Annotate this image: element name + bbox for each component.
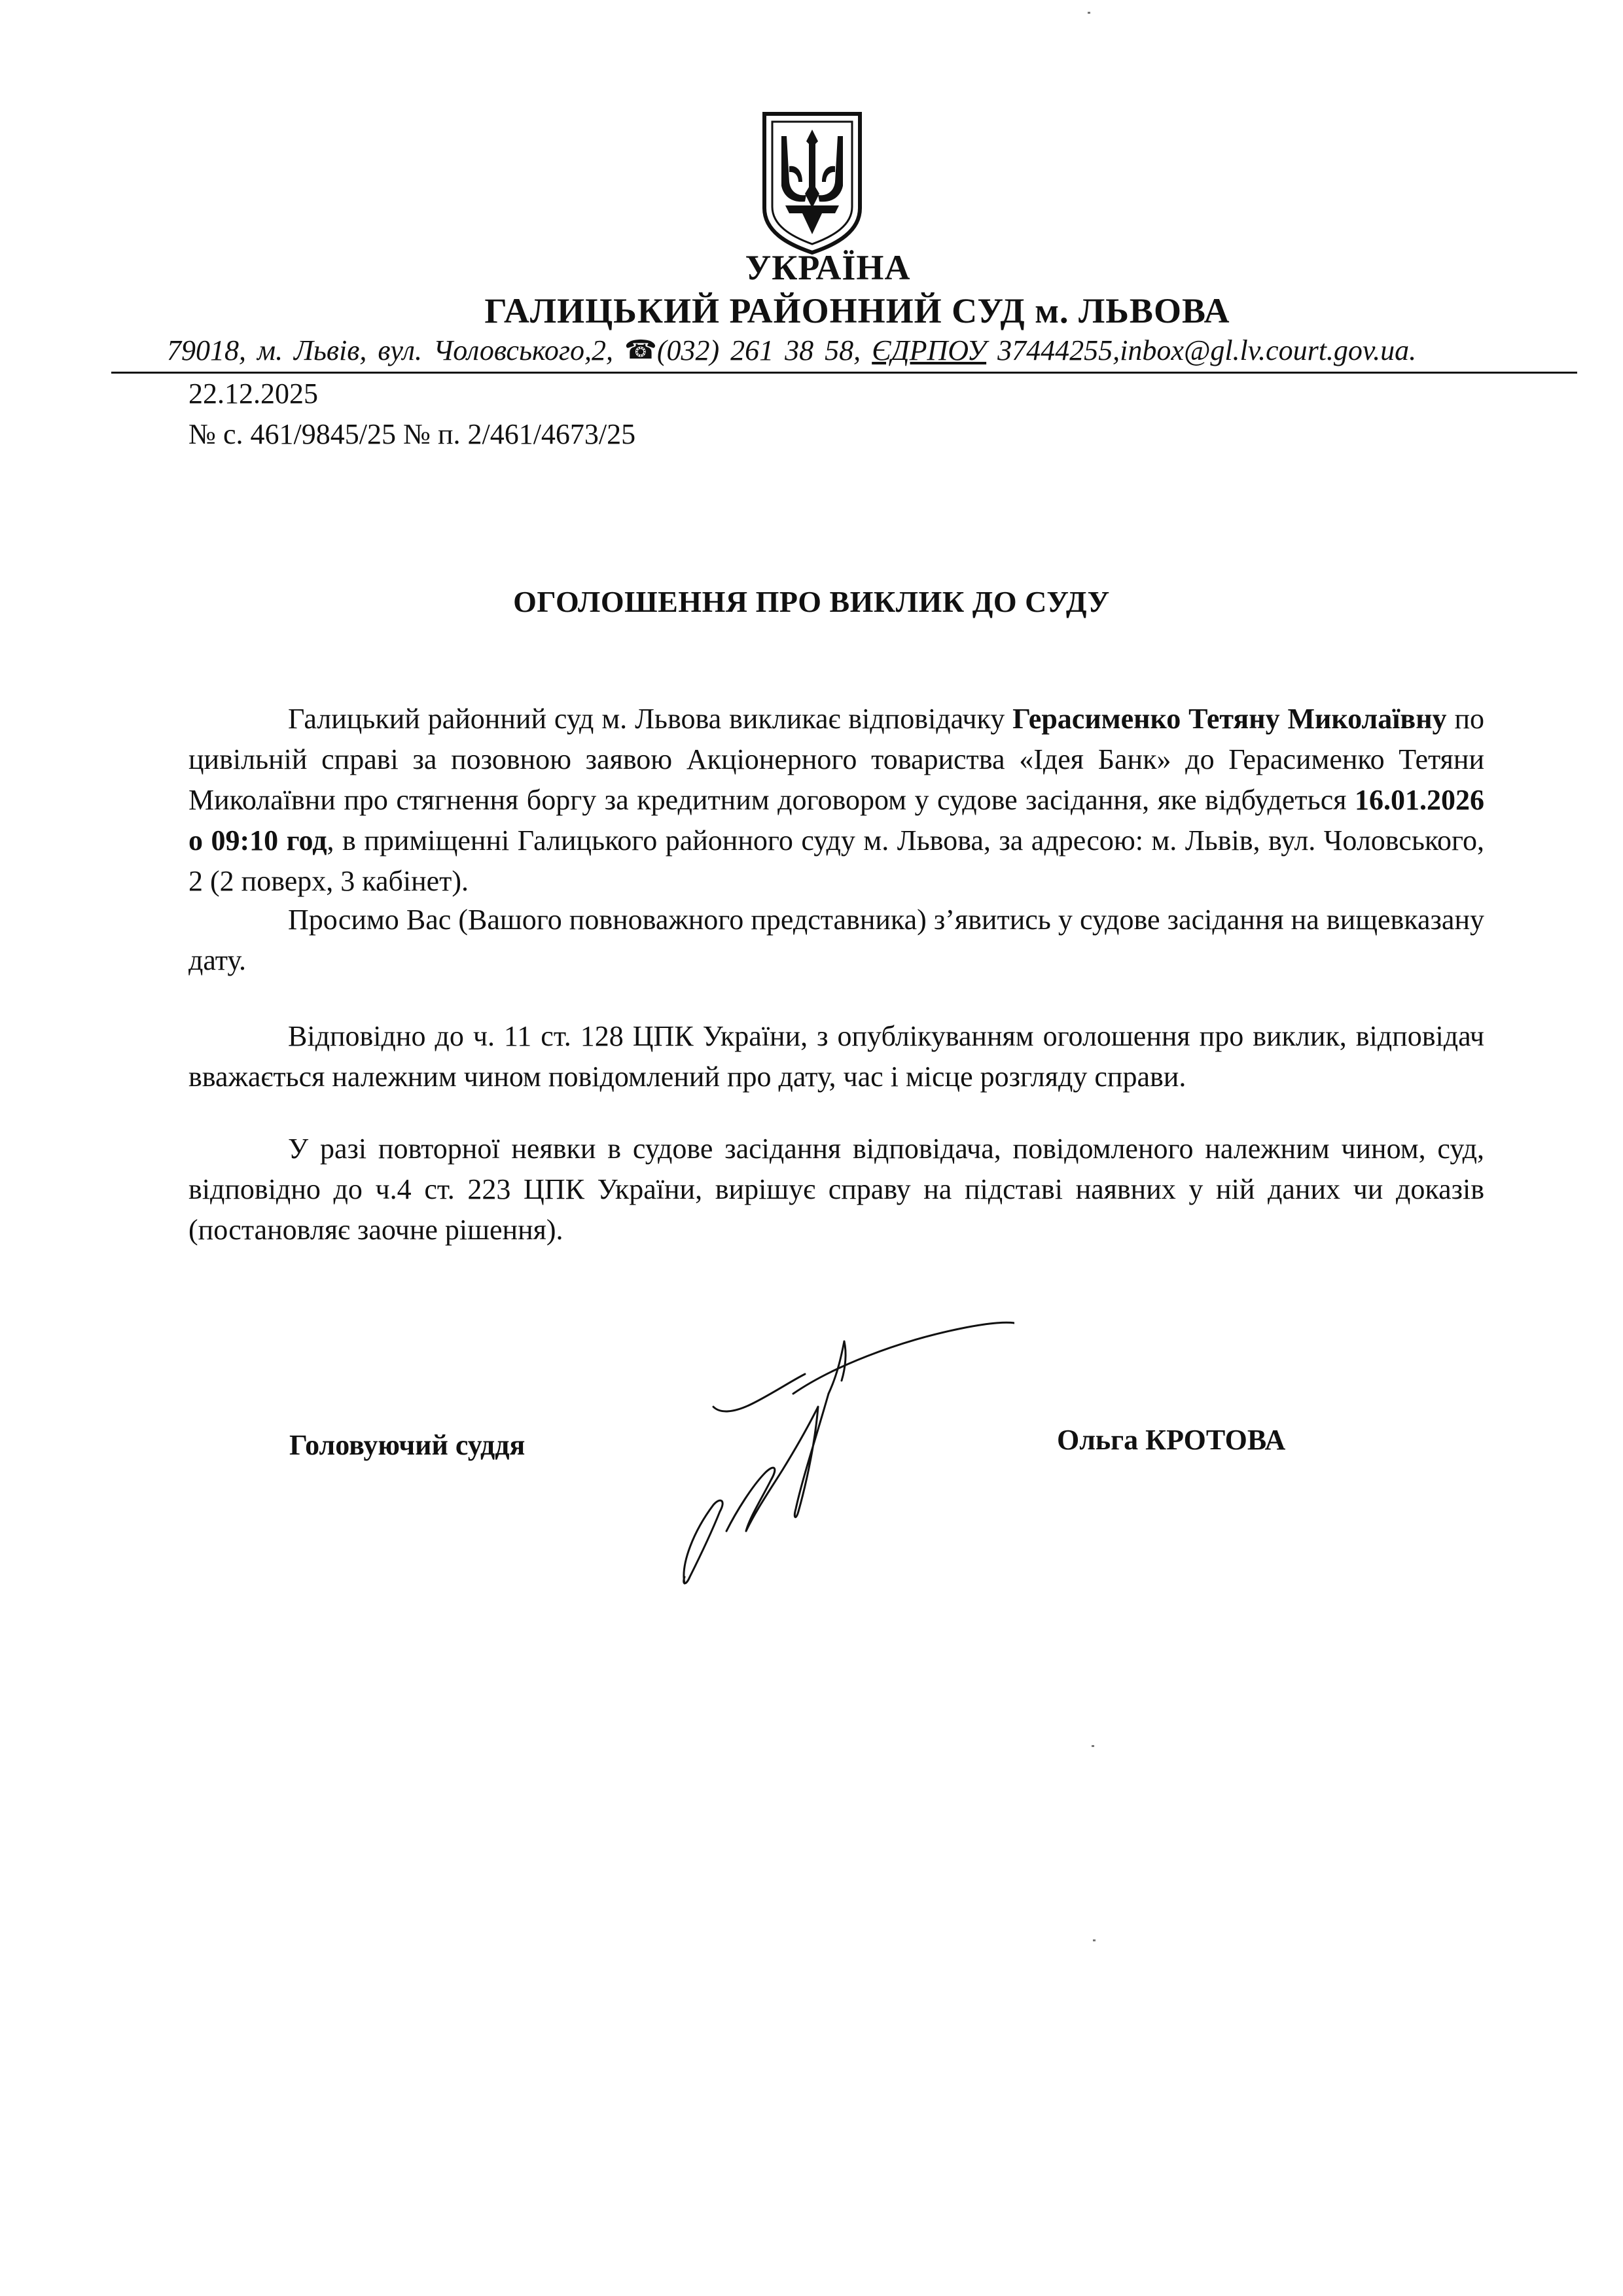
phone-icon: ☎ (624, 335, 657, 364)
edrpou-label: ЄДРПОУ (872, 334, 987, 366)
document-date: 22.12.2025 (188, 378, 318, 410)
paragraph-summons-text-c: , в приміщенні Галицького районного суду м. Львова, за адресою: м. Львів, вул. Чоловського, 2 (2 поверх, 3 кабінет). (188, 824, 1484, 897)
scan-speck (1088, 12, 1090, 14)
signatory-name: Ольга КРОТОВА (1057, 1424, 1286, 1456)
paragraph-summons-text-a: Галицький районний суд м. Львова викликає відповідачку (288, 703, 1013, 735)
court-phone: (032) 261 38 58, (656, 334, 872, 366)
document-heading: ОГОЛОШЕННЯ ПРО ВИКЛИК ДО СУДУ (513, 585, 1110, 618)
court-name: ГАЛИЦЬКИЙ РАЙОННИЙ СУД м. ЛЬВОВА (484, 291, 1230, 330)
hearing-datetime: 16.01.2026 о 09:10 год (188, 784, 1484, 857)
paragraph-notice-law (188, 1016, 1484, 1097)
paragraph-request-text: Просимо Вас (Вашого повноважного представника) з’явитись у судове засідання на вищевказану дату. (188, 904, 1484, 976)
paragraph-notice-law-text: Відповідно до ч. 11 ст. 128 ЦПК України, з опублікуванням оголошення про виклик, відповідач вважається належним чином повідомлений про дату, час і місце розгляду справи. (188, 1020, 1484, 1093)
handwritten-signature (622, 1315, 1014, 1603)
paragraph-summons-text-b: по цивільній справі за позовною заявою Акціонерного товариства «Ідея Банк» до Герасименко Тетяни Миколаївни про стягнення боргу за кредитним договором у судове засідання, яке відбудеться (188, 703, 1484, 816)
trident-emblem-icon (759, 110, 865, 255)
court-address: 79018, м. Львів, вул. Чоловського,2, (167, 334, 625, 366)
paragraph-summons (188, 699, 1484, 902)
paragraph-request (188, 900, 1484, 981)
defendant-name: Герасименко Тетяну Миколаївну (1012, 703, 1447, 735)
header-divider (111, 372, 1577, 374)
paragraph-absence-consequence (188, 1129, 1484, 1250)
case-number: № с. 461/9845/25 № п. 2/461/4673/25 (188, 418, 636, 450)
court-contacts (167, 334, 1416, 367)
signatory-title: Головуючий суддя (289, 1429, 526, 1461)
country-title: УКРАЇНА (745, 248, 911, 287)
edrpou-and-email: 37444255,inbox@gl.lv.court.gov.ua. (986, 334, 1417, 366)
scan-speck (1092, 1745, 1094, 1747)
scan-speck (1093, 1939, 1096, 1941)
paragraph-absence-consequence-text: У разі повторної неявки в судове засідання відповідача, повідомленого належним чином, суд, відповідно до ч.4 ст. 223 ЦПК України, вирішує справу на підставі наявних у ній даних чи доказів (постановляє заочне рішення). (188, 1133, 1484, 1246)
